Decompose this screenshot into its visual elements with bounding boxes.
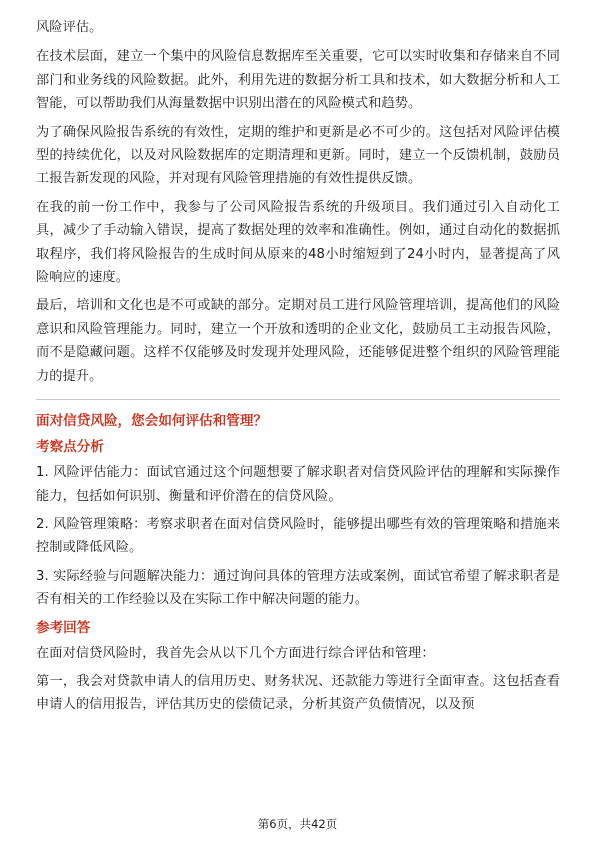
- document-page: [36, 16, 560, 722]
- analysis-item: 3. 实际经验与问题解决能力：通过询问具体的管理方法或案例，面试官希望了解求职者是否有相关的工作经验以及在实际工作中解决问题的能力。: [36, 568, 560, 608]
- analysis-item: 2. 风险管理策略：考察求职者在面对信贷风险时，能够提出哪些有效的管理策略和措施来控制或降低风险。: [36, 516, 560, 556]
- intro-paragraph: 在我的前一份工作中，我参与了公司风险报告系统的升级项目。我们通过引入自动化工具，减少了手动输入错误，提高了数据处理的效率和准确性。例如，通过自动化的数据抓取程序，我们将风险报告的生成时间从原来的48小时缩短到了24小时内，显著提高了风险响应的速度。: [36, 199, 560, 286]
- intro-paragraph: 为了确保风险报告系统的有效性，定期的维护和更新是必不可少的。这包括对风险评估模型的持续优化，以及对风险数据库的定期清理和更新。同时，建立一个反馈机制，鼓励员工报告新发现的风险，并对现有风险管理措施的有效性提供反馈。: [36, 124, 560, 187]
- intro-paragraph: 在技术层面，建立一个集中的风险信息数据库至关重要，它可以实时收集和存储来自不同部门和业务线的风险数据。此外，利用先进的数据分析工具和技术，如大数据分析和人工智能，可以帮助我们从海量数据中识别出潜在的风险模式和趋势。: [36, 49, 560, 112]
- question-heading: 面对信贷风险，您会如何评估和管理？: [36, 413, 268, 430]
- analysis-heading: 考察点分析: [36, 439, 104, 456]
- page-number: 第6页，共42页: [257, 817, 338, 831]
- answer-paragraph: 第一，我会对贷款申请人的信用历史、财务状况、还款能力等进行全面审查。这包括查看申请人的信用报告，评估其历史的偿债记录，分析其资产负债情况，以及预: [36, 673, 560, 713]
- section-divider: [36, 399, 560, 400]
- answer-heading: 参考回答: [36, 619, 91, 636]
- intro-paragraph: 最后，培训和文化也是不可或缺的部分。定期对员工进行风险管理培训，提高他们的风险意识和风险管理能力。同时，建立一个开放和透明的企业文化，鼓励员工主动报告风险，而不是隐藏问题。这样不仅能够及时发现并处理风险，还能够促进整个组织的风险管理能力的提升。: [36, 298, 560, 384]
- answer-paragraph: 在面对信贷风险时，我首先会从以下几个方面进行综合评估和管理：: [36, 645, 435, 661]
- intro-paragraph: 风险评估。: [36, 20, 103, 35]
- analysis-item: 1. 风险评估能力：面试官通过这个问题想要了解求职者对信贷风险评估的理解和实际操作能力，包括如何识别、衡量和评价潜在的信贷风险。: [36, 465, 560, 504]
